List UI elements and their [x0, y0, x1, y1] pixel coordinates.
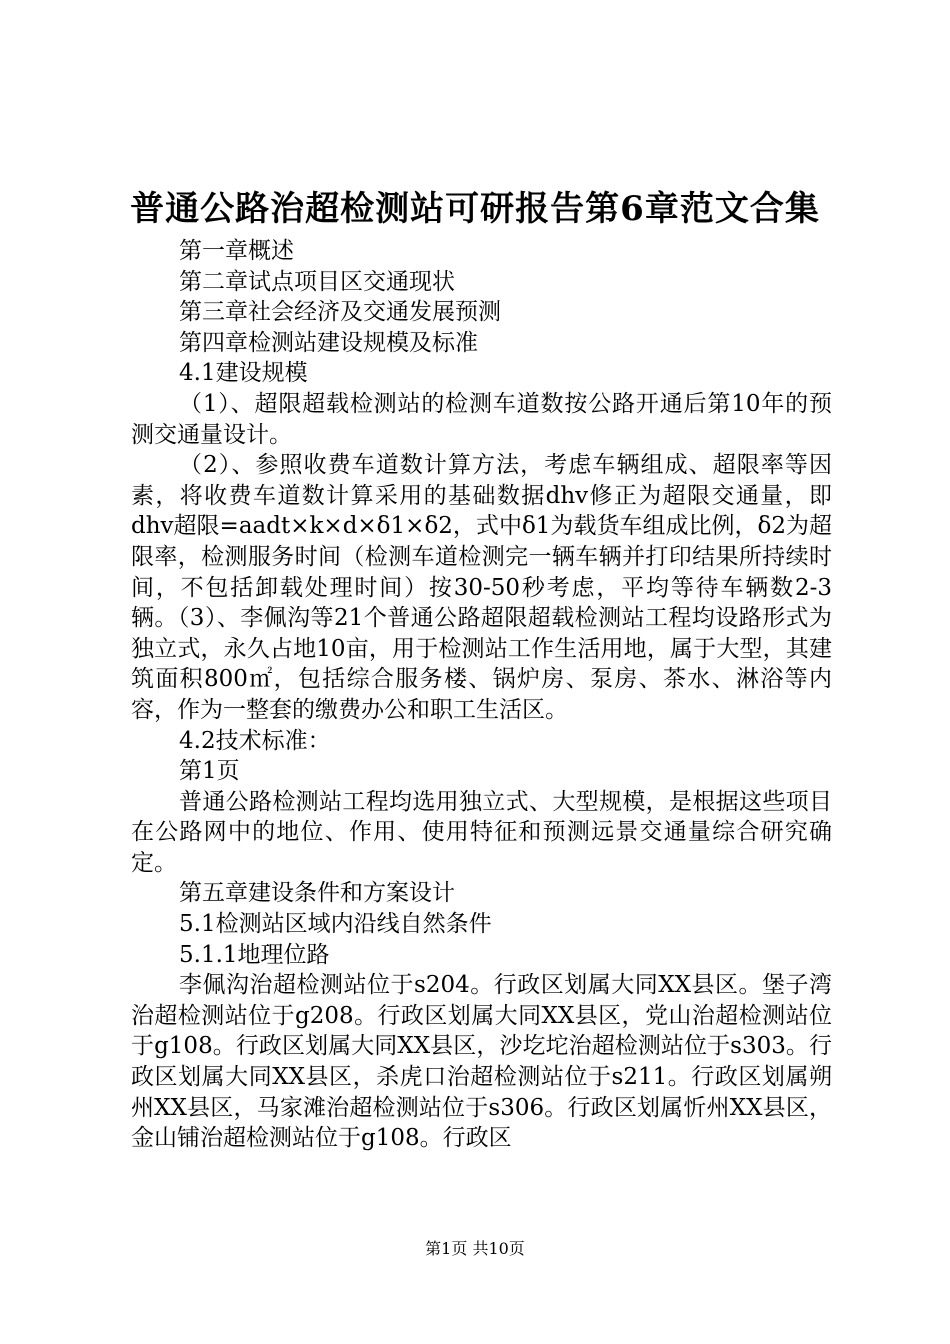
- heading-section-5-1: 5.1检测站区域内沿线自然条件: [179, 911, 492, 938]
- document-body: [131, 236, 832, 1154]
- heading-chapter-2: 第二章试点项目区交通现状: [179, 268, 455, 295]
- paragraph: （1）、超限超载检测站的检测车道数按公路开通后第10年的预测交通量设计。: [131, 390, 832, 448]
- paragraph: 普通公路检测站工程均选用独立式、大型规模，是根据这些项目在公路网中的地位、作用、使用特征和预测远景交通量综合研究确定。: [131, 788, 832, 876]
- paragraph: （2）、参照收费车道数计算方法，考虑车辆组成、超限率等因素，将收费车道数计算采用的基础数据dhv修正为超限交通量，即dhv超限=aadt×k×d×δ1×δ2，式中δ1为载货车组成比例，δ2为超限率，检测服务时间（检测车道检测完一辆车辆并打印结果所持续时间，不包括卸载处理时间）按30-50秒考虑，平均等待车辆数2-3辆。（3）、李佩沟等21个普通公路超限超载检测站工程均设路形式为独立式，永久占地10亩，用于检测站工作生活用地，属于大型，其建筑面积800㎡，包括综合服务楼、锅炉房、泵房、茶水、淋浴等内容，作为一整套的缴费办公和职工生活区。: [131, 452, 832, 723]
- heading-section-4-1: 4.1建设规模: [179, 360, 308, 387]
- heading-chapter-3: 第三章社会经济及交通发展预测: [179, 299, 501, 326]
- page-footer: 第1页 共10页: [425, 1239, 525, 1258]
- heading-section-4-2: 4.2技术标准：: [179, 727, 331, 754]
- heading-chapter-4: 第四章检测站建设规模及标准: [179, 329, 478, 356]
- heading-section-5-1-1: 5.1.1地理位路: [179, 941, 330, 968]
- inline-page-marker: 第1页: [179, 758, 240, 785]
- paragraph: 李佩沟治超检测站位于s204。行政区划属大同XX县区。堡子湾治超检测站位于g208。行政区划属大同XX县区，党山治超检测站位于g108。行政区划属大同XX县区，沙圪坨治超检测站位于s303。行政区划属大同XX县区，杀虎口治超检测站位于s211。行政区划属朔州XX县区，马家滩治超检测站位于s306。行政区划属忻州XX县区，金山铺治超检测站位于g108。行政区: [131, 972, 832, 1152]
- heading-chapter-5: 第五章建设条件和方案设计: [179, 880, 455, 907]
- heading-chapter-1: 第一章概述: [179, 238, 294, 264]
- document-title: 普通公路治超检测站可研报告第6章范文合集: [130, 189, 820, 229]
